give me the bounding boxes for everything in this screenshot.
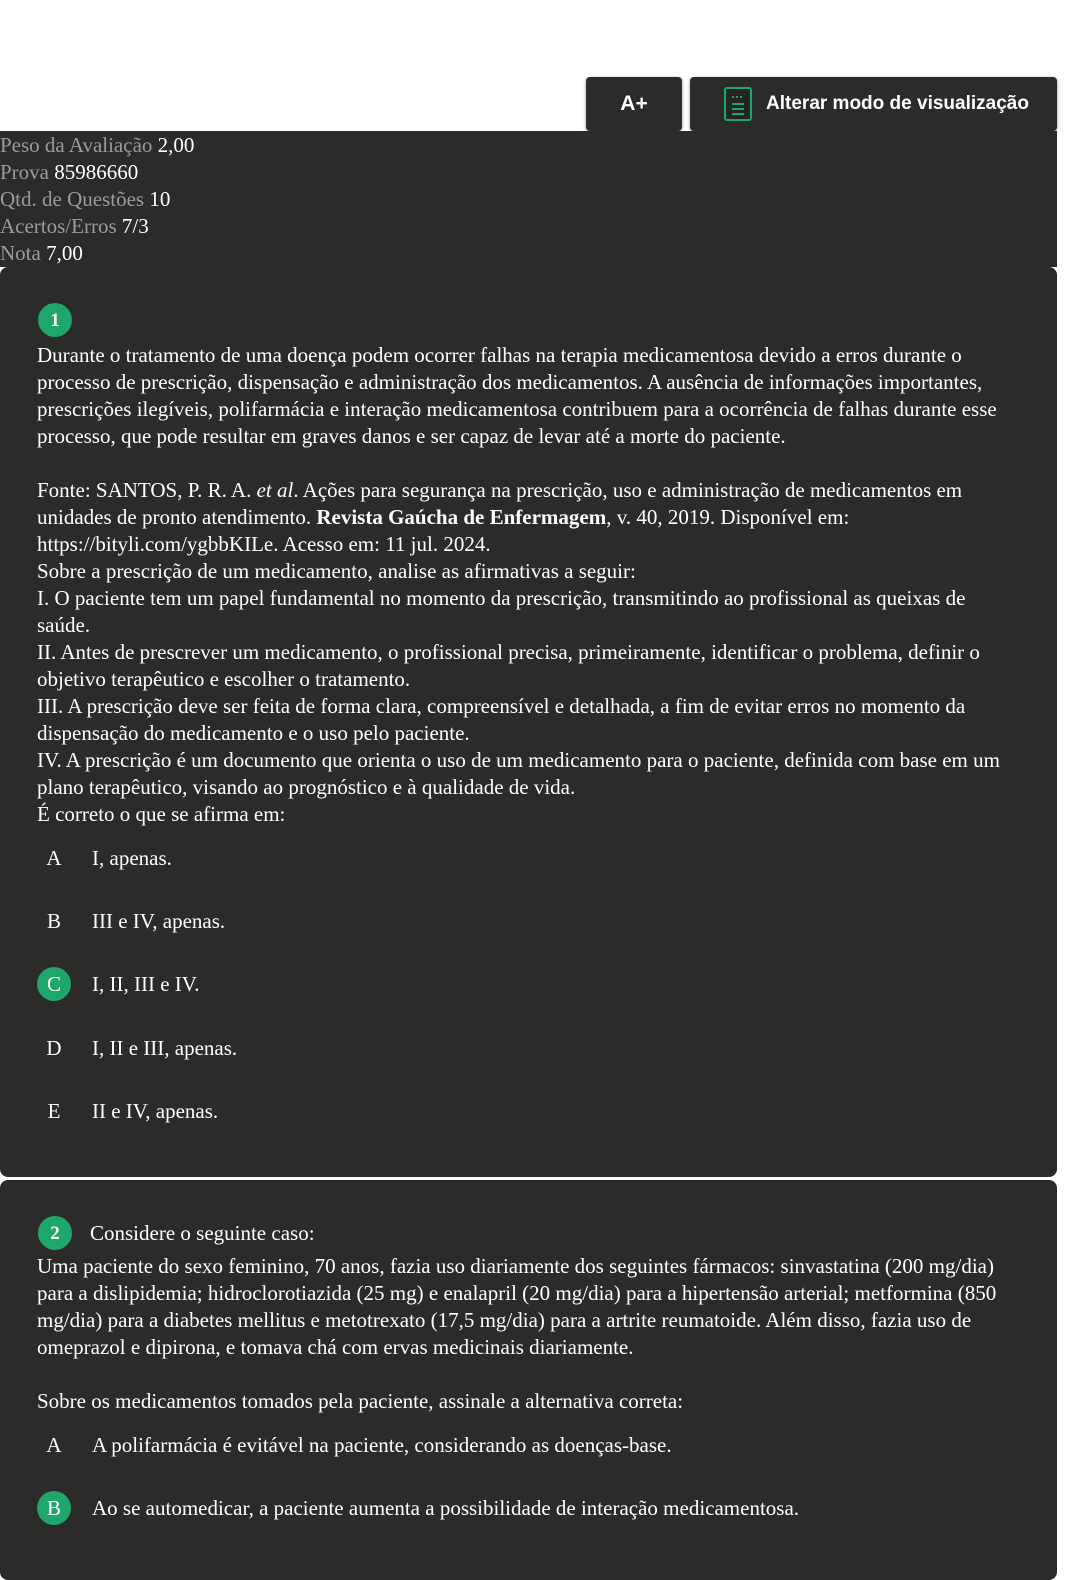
- option-letter: A: [46, 845, 62, 870]
- option-letter-correct: B: [37, 1491, 71, 1525]
- source-text: Fonte: SANTOS, P. R. A.: [37, 478, 257, 502]
- summary-weight: [0, 132, 1057, 159]
- weight-label: Peso da Avaliação: [0, 133, 153, 157]
- statement: III. A prescrição deve ser feita de forma clara, compreensível e detalhada, a fim de evitar erros no momento da dispensação do medicamento e o uso pelo paciente.: [37, 694, 966, 745]
- option-a[interactable]: [37, 841, 1023, 875]
- question-statement: É correto o que se afirma em:: [37, 802, 286, 826]
- question-card-1: [0, 267, 1057, 1177]
- option-text: I, II, III e IV.: [92, 971, 200, 996]
- question-number-badge: 1: [38, 303, 72, 337]
- source-text: . Ações para segurança na prescrição, uso e administração de medicamentos em unidades de pronto atendimento.: [37, 478, 963, 529]
- option-a[interactable]: [37, 1428, 1023, 1462]
- option-b[interactable]: [37, 1491, 1023, 1525]
- option-text: I, II e III, apenas.: [92, 1035, 238, 1060]
- exam-summary: [0, 131, 1057, 267]
- option-letter-correct: C: [37, 967, 71, 1001]
- option-d[interactable]: [37, 1031, 1023, 1065]
- statement: IV. A prescrição é um documento que orienta o uso de um medicamento para o paciente, definida com base em um plano terapêutico, visando ao prognóstico e à qualidade de vida.: [37, 748, 1000, 799]
- question-text: Uma paciente do sexo feminino, 70 anos, fazia uso diariamente dos seguintes fármacos: sinvastatina (200 mg/dia) para a dislipidemia; hidroclorotiazida (25 mg) e enalapril (20 mg/dia) para a hipertensão arterial; metformina (850 mg/dia) para a diabetes mellitus e metotrexato (17,5 mg/dia) para a artrite reumatoide. Além disso, fazia uso de omeprazol e dipirona, e tomava chá com ervas medicinais diariamente.: [37, 1254, 997, 1359]
- source-italic: et al: [256, 478, 294, 502]
- question-source: [37, 477, 1023, 558]
- question-number-badge: 2: [38, 1216, 72, 1250]
- change-view-mode-button[interactable]: [690, 77, 1057, 131]
- document-view-icon: [724, 87, 752, 121]
- option-text: II e IV, apenas.: [92, 1098, 219, 1123]
- summary-questions: [0, 186, 1057, 213]
- summary-score: [0, 213, 1057, 240]
- option-e[interactable]: [37, 1094, 1023, 1128]
- statement: II. Antes de prescrever um medicamento, o profissional precisa, primeiramente, identificar o problema, definir o objetivo terapêutico e escolher o tratamento.: [37, 640, 980, 691]
- option-text: A polifarmácia é evitável na paciente, considerando as doenças-base.: [92, 1432, 672, 1457]
- option-text: Ao se automedicar, a paciente aumenta a possibilidade de interação medicamentosa.: [92, 1495, 800, 1520]
- exam-label: Prova: [0, 160, 49, 184]
- statement: I. O paciente tem um papel fundamental no momento da prescrição, transmitindo ao profissional as queixas de saúde.: [37, 586, 966, 637]
- score-label: Acertos/Erros: [0, 214, 117, 238]
- option-letter: D: [46, 1035, 62, 1060]
- source-text: , v. 40, 2019. Disponível em: https://bityli.com/ygbbKILe. Acesso em: 11 jul. 2024.: [37, 505, 850, 556]
- question-statement: Sobre os medicamentos tomados pela paciente, assinale a alternativa correta:: [37, 1389, 684, 1413]
- source-journal: Revista Gaúcha de Enfermagem: [316, 505, 607, 529]
- question-intro: Considere o seguinte caso:: [90, 1221, 315, 1245]
- question-text: Durante o tratamento de uma doença podem ocorrer falhas na terapia medicamentosa devido a erros durante o processo de prescrição, dispensação e administração dos medicamentos. A ausência de informações importantes, prescrições ilegíveis, polifarmácia e interação medicamentosa contribuem para a ocorrência de falhas durante esse processo, que pode resultar em graves danos e ser capaz de levar até a morte do paciente.: [37, 343, 997, 448]
- toolbar: [586, 77, 1057, 131]
- grade-value: 7,00: [46, 241, 83, 265]
- questions-label: Qtd. de Questões: [0, 187, 145, 211]
- option-c[interactable]: [37, 967, 1023, 1001]
- weight-value: 2,00: [157, 133, 195, 157]
- grade-label: Nota: [0, 241, 41, 265]
- exam-value: 85986660: [54, 160, 139, 184]
- change-view-mode-label: Alterar modo de visualização: [766, 93, 1029, 114]
- option-b[interactable]: [37, 904, 1023, 938]
- summary-grade: [0, 240, 1057, 267]
- questions-value: 10: [149, 187, 171, 211]
- question-card-2: [0, 1180, 1057, 1580]
- option-text: III e IV, apenas.: [92, 908, 226, 933]
- option-text: I, apenas.: [92, 845, 172, 870]
- increase-font-button[interactable]: [586, 77, 682, 131]
- score-value: 7/3: [121, 214, 149, 238]
- option-letter: A: [46, 1432, 62, 1457]
- option-letter: B: [46, 908, 61, 933]
- question-prompt: Sobre a prescrição de um medicamento, analise as afirmativas a seguir:: [37, 559, 636, 583]
- option-letter: E: [47, 1098, 61, 1123]
- summary-exam: [0, 159, 1057, 186]
- increase-font-label: A+: [620, 92, 648, 115]
